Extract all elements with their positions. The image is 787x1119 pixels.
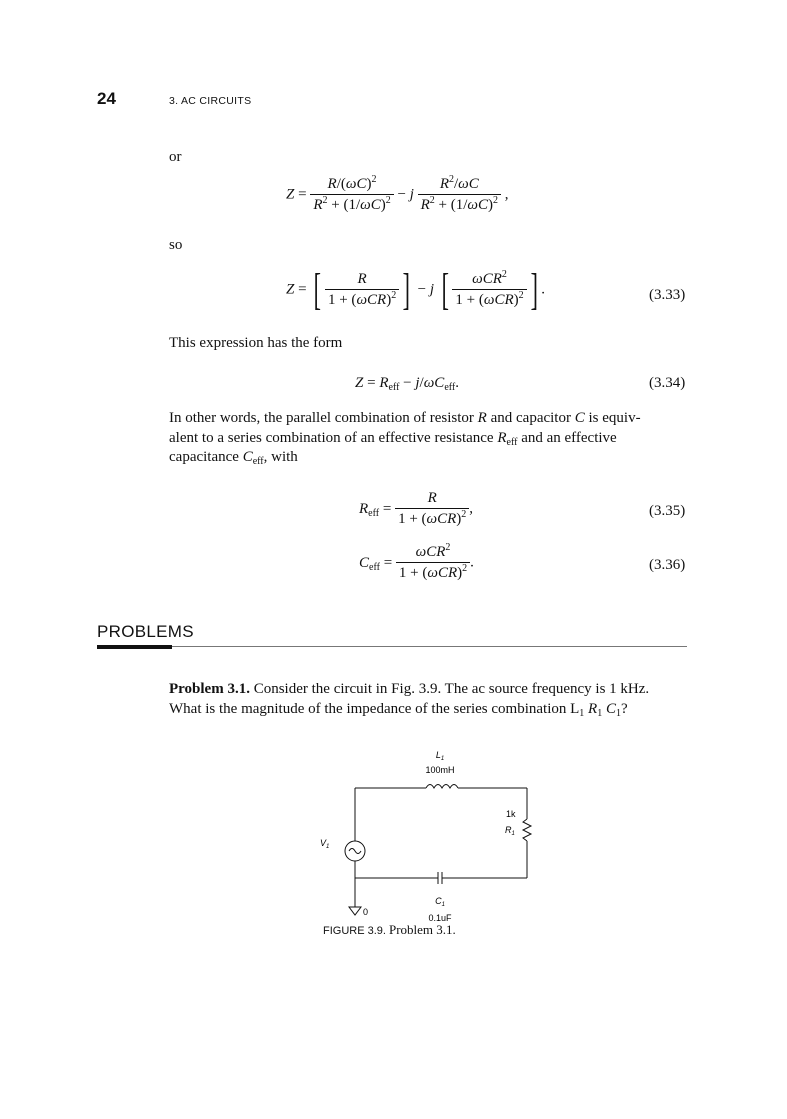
equation-3-33: Z = [ $\frac{R}{1 + (\omega CR)^2}$ ] − j [ $\frac{\omega CR^2}{1 + (\omega CR)^2}$ ] . <box>286 265 546 314</box>
equation-number-3-34: (3.34) <box>649 375 686 391</box>
equation-3-35: $R_{eff}$ = $\frac{R}{1 + (\omega CR)^2}$ , <box>359 490 474 527</box>
label-resistor-value: 1k <box>506 809 516 819</box>
figure-caption <box>323 922 456 938</box>
label-ground: 0 <box>363 907 369 917</box>
figure-caption-text: Problem 3.1. <box>388 922 456 937</box>
page-number: 24 <box>97 89 116 108</box>
section-heading-problems: PROBLEMS <box>97 622 194 641</box>
inductor-l1 <box>426 785 458 789</box>
resistor-r1 <box>523 819 531 841</box>
equation-number-3-33: (3.33) <box>649 287 686 303</box>
section-rule <box>97 646 687 647</box>
label-resistor-name: $R_1$ <box>505 825 515 837</box>
text-so: so <box>169 237 183 253</box>
figure-caption-label: FIGURE 3.9. <box>323 925 386 937</box>
source-sine-icon <box>349 849 361 854</box>
label-capacitor-name: $C_1$ <box>435 896 445 908</box>
paragraph-effective: In other words, the parallel combination of resistor R and capacitor C is equiv- alent to a series combination of an effective resistance $R_{eff}$ and an effective capacitance $C_{eff}$, with <box>169 410 641 467</box>
equation-3-34: $Z = R_{eff} - j/\omega C_{eff}$. <box>355 375 459 393</box>
text-form-intro: This expression has the form <box>169 335 343 351</box>
label-capacitor-value: 0.1uF <box>428 913 452 923</box>
problem-3-1: Problem 3.1. Consider the circuit in Fig. 3.9. The ac source frequency is 1 kHz. What is the magnitude of the impedance of the series combination $L_1$ $R_1$ $C_1$? <box>169 681 650 719</box>
label-inductor-value: 100mH <box>425 765 455 775</box>
equation-3-36: $C_{eff}$ = $\frac{\omega CR^2}{1 + (\omega CR)^2}$ . <box>359 542 474 581</box>
circuit-diagram <box>300 745 560 925</box>
label-source-name: $V_1$ <box>320 838 330 850</box>
equation-z-expanded: Z = $\frac{R/(\omega C)^2}{R^2 + (1/\omega C)^2}$ − j $\frac{R^2/\omega C}{R^2 + (1/\omega C)^2}$ , <box>286 174 509 213</box>
equation-number-3-36: (3.36) <box>649 557 686 573</box>
text-or: or <box>169 149 182 165</box>
equation-number-3-35: (3.35) <box>649 503 686 519</box>
label-inductor-name: $L_1$ <box>435 750 445 762</box>
ground-icon <box>349 907 361 915</box>
section-rule-accent <box>97 645 172 649</box>
problem-label: Problem 3.1. <box>169 681 250 697</box>
running-header: 3. AC CIRCUITS <box>169 95 252 107</box>
